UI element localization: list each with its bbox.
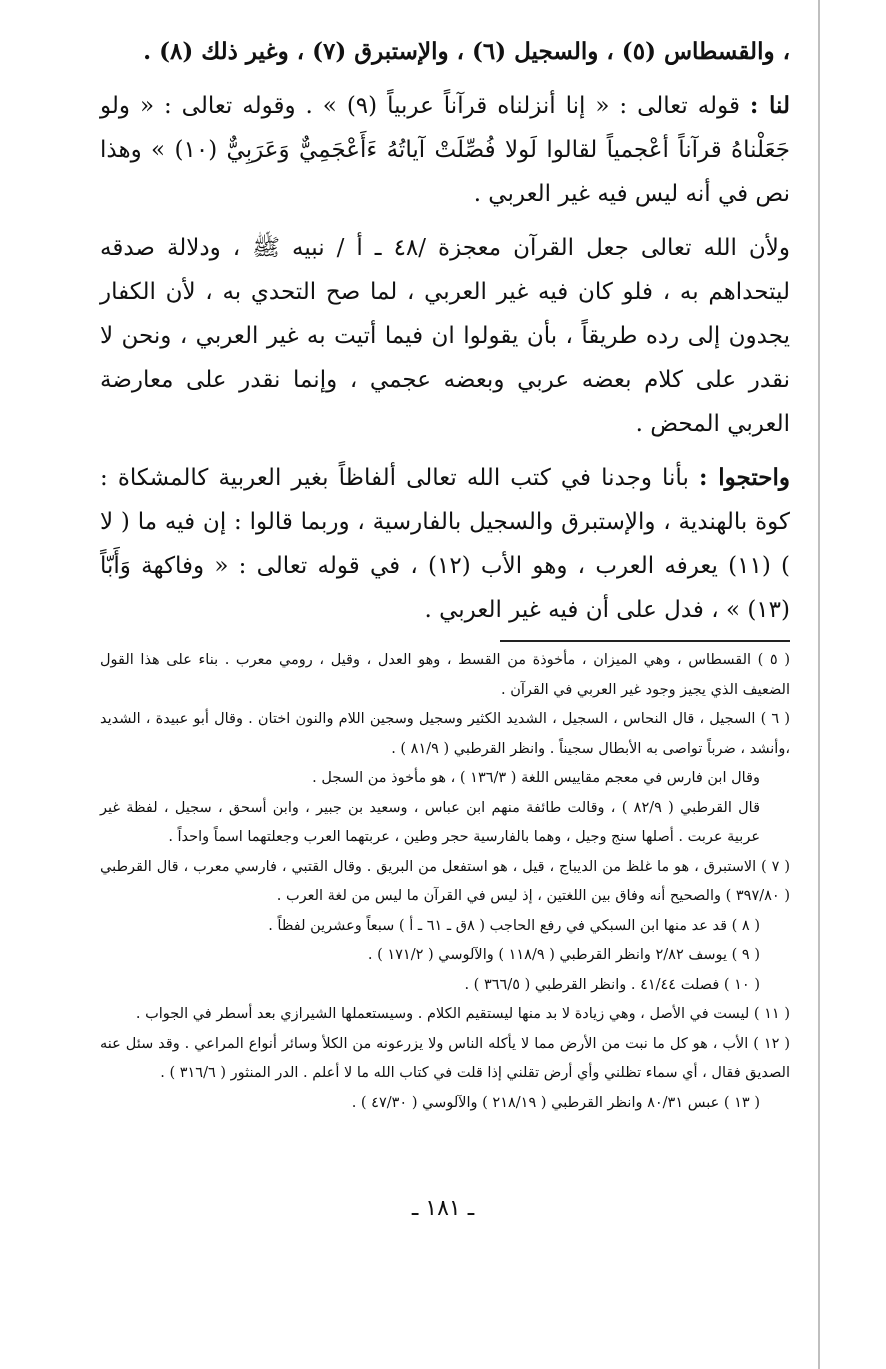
page-content [100,30,790,1118]
footnote-10: ( ١٠ ) فصلت ٤١/٤٤ . وانظر القرطبي ( ٣٦٦/٥ ) . [464,976,760,993]
paragraph-1-text: ، والقسطاس (٥) ، والسجيل (٦) ، والإستبرق (٧) ، وغير ذلك (٨) . [143,38,790,65]
footnote-6-continued-b: قال القرطبي ( ٨٢/٩ ) ، وقالت طائفة منهم ابن عباس ، وسعيد بن جبير ، وابن أسحق ، سجيل ، لفظة غير عربية عربت . أصلها سنج وجيل ، وهما بالفارسية حجر وطين ، عربتهما العرب وجعلتهما اسماً واحداً . [100,799,760,845]
paragraph-4-text: بأنا وجدنا في كتب الله تعالى ألفاظاً بغير العربية كالمشكاة : كوة بالهندية ، والإستبرق والسجيل بالفارسية ، وربما قالوا : إن فيه ما ( لا ) (١١) يعرفه العرب ، وهو الأب (١٢) ، في قوله تعالى : « وفاكهة وَأَبّاً (١٣) » ، فدل على أن فيه غير العربي . [100,465,791,623]
footnote-9: ( ٩ ) يوسف ٢/٨٢ وانظر القرطبي ( ١١٨/٩ ) والآلوسي ( ١٧١/٢ ) . [367,947,760,963]
page-edge [818,0,820,1369]
footnote-6-continued-a: وقال ابن فارس في معجم مقاييس اللغة ( ١٣٦/٣ ) ، هو مأخوذ من السجل . [312,770,760,786]
footnote-5: ( ٥ ) القسطاس ، وهي الميزان ، مأخوذة من القسط ، وهو العدل ، وقيل ، رومي معرب . بناء على هذا القول الضعيف الذي يجيز وجود غير العربي في القرآن . [100,652,790,698]
footnotes [100,642,790,1118]
paragraph-2-lead: لنا : [749,92,790,119]
paragraph-2-text: قوله تعالى : « إنا أنزلناه قرآناً عربياً (٩) » . وقوله تعالى : « ولو جَعَلْناهُ قرآناً أعْجمياً لقالوا لَولا فُصِّلَتْ آياتُهُ ءَأَعْجَمِيٌّ وَعَرَبِيٌّ (١٠) » وهذا نص في أنه ليس فيه غير العربي . [100,93,790,207]
footnote-7: ( ٧ ) الاستبرق ، هو ما غلظ من الديباج ، قيل ، هو استفعل من البريق . وقال القتبي ، فارسي معرب ، قال القرطبي ( ٣٩٧/٨٠ ) والصحيح أنه وفاق بين اللغتين ، إذ ليس في القرآن ما ليس من لغة العرب . [100,858,790,904]
footnote-8: ( ٨ ) قد عد منها ابن السبكي في رفع الحاجب ( ٨ق ـ ٦١ ـ أ ) سبعاً وعشرين لفظاً . [268,917,760,934]
page-number: ـ ١٨١ ـ [411,1196,475,1221]
footnote-6: ( ٦ ) السجيل ، قال النحاس ، السجيل ، الشديد الكثير وسجيل وسجين اللام والنون اختان . وقال أبو عبيدة ، الشديد ،وأنشد ، ضرباً تواصى به الأبطال سجيناً . وانظر القرطبي ( ٨١/٩ ) . [100,711,790,757]
main-text [100,30,790,632]
paragraph-4 [100,456,790,632]
paragraph-1 [100,30,790,74]
footnote-11: ( ١١ ) ليست في الأصل ، وهي زيادة لا بد منها ليستقيم الكلام . وسيستعملها الشيرازي بعد أسطر في الجواب . [135,1006,790,1022]
paragraph-2 [100,84,790,216]
footnote-12: ( ١٢ ) الأب ، هو كل ما نبت من الأرض مما لا يأكله الناس ولا يزرعونه من الكلأ وسائر أنواع المراعي . وقد سئل عنه الصديق فقال ، أي سماء تظلني وأي أرض تقلني إذا قلت في كتاب الله ما لا أعلم . الدر المنثور ( ٣١٦/٦ ) . [100,1035,790,1081]
footnote-13: ( ١٣ ) عبس ٨٠/٣١ وانظر القرطبي ( ٢١٨/١٩ ) والآلوسي ( ٤٧/٣٠ ) . [351,1094,760,1111]
paragraph-3-text: ولأن الله تعالى جعل القرآن معجزة /٤٨ ـ أ / نبيه ﷺ ، ودلالة صدقه ليتحداهم به ، فلو كان فيه غير العربي ، لما صح التحدي به ، لأن الكفار يجدون إلى رده طريقاً ، بأن يقولوا ان فيما أتيت به غير العربي ، ونحن لا نقدر على كلام بعضه عربي وبعضه عجمي ، وإنما نقدر على معارضة العربي المحض . [100,235,791,437]
paragraph-4-lead: واحتجوا : [698,464,790,491]
paragraph-3 [100,226,790,446]
footnote-rule [500,640,790,642]
